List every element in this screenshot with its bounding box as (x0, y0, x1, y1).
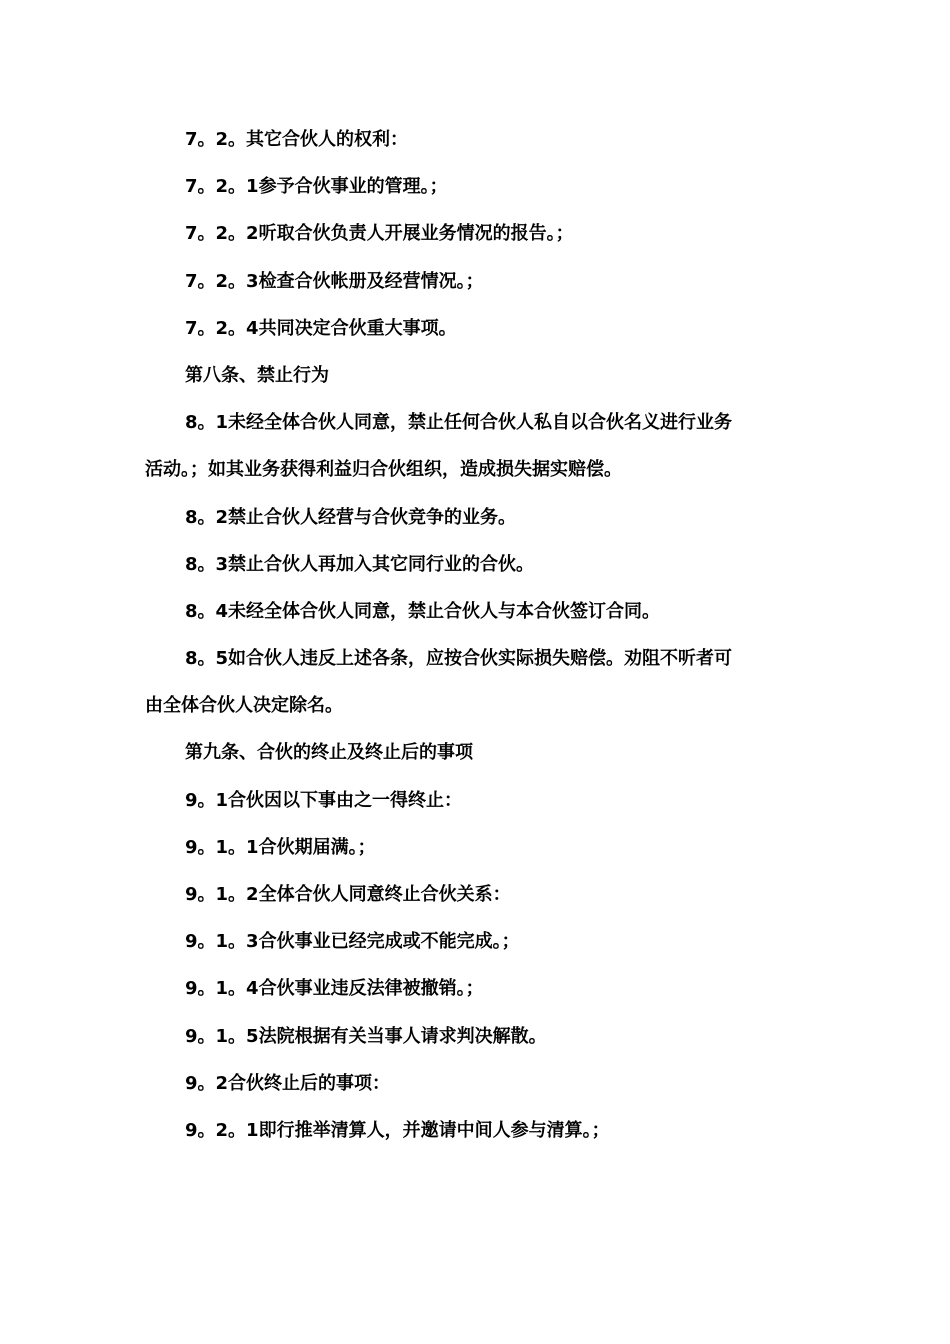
paragraph: 8。2禁止合伙人经营与合伙竞争的业务。 (185, 506, 517, 528)
paragraph: 9。2。1即行推举清算人，并邀请中间人参与清算。； (185, 1119, 610, 1141)
section-heading: 第八条、禁止行为 (185, 364, 329, 386)
document-body (145, 116, 805, 1154)
paragraph: 7。2。1参予合伙事业的管理。； (185, 176, 448, 198)
paragraph: 9。1。4合伙事业违反法律被撤销。； (185, 978, 484, 1000)
paragraph: 7。2。4共同决定合伙重大事项。 (185, 317, 457, 339)
paragraph: 9。1。5法院根据有关当事人请求判决解散。 (185, 1025, 547, 1047)
paragraph: 7。2。2听取合伙负责人开展业务情况的报告。； (185, 223, 574, 245)
paragraph: 8。3禁止合伙人再加入其它同行业的合伙。 (185, 553, 535, 575)
paragraph: 8。4未经全体合伙人同意，禁止合伙人与本合伙签订合同。 (185, 600, 661, 622)
paragraph-continuation: 由全体合伙人决定除名。 (145, 695, 343, 717)
paragraph: 9。1。2全体合伙人同意终止合伙关系： (185, 884, 511, 905)
paragraph: 8。5如合伙人违反上述各条，应按合伙实际损失赔偿。劝阻不听者可 (185, 648, 733, 670)
paragraph: 7。2。3检查合伙帐册及经营情况。； (185, 270, 484, 292)
paragraph: 7。2。其它合伙人的权利： (185, 129, 409, 150)
paragraph: 9。2合伙终止后的事项： (185, 1072, 391, 1094)
paragraph: 8。1未经全体合伙人同意，禁止任何合伙人私自以合伙名义进行业务 (185, 412, 733, 434)
paragraph: 9。1合伙因以下事由之一得终止： (185, 789, 463, 811)
section-heading: 第九条、合伙的终止及终止后的事项 (185, 742, 473, 764)
paragraph: 9。1。3合伙事业已经完成或不能完成。； (185, 931, 520, 953)
paragraph: 9。1。1合伙期届满。； (185, 836, 376, 858)
paragraph-continuation: 活动。；如其业务获得利益归合伙组织，造成损失据实赔偿。 (145, 459, 622, 481)
